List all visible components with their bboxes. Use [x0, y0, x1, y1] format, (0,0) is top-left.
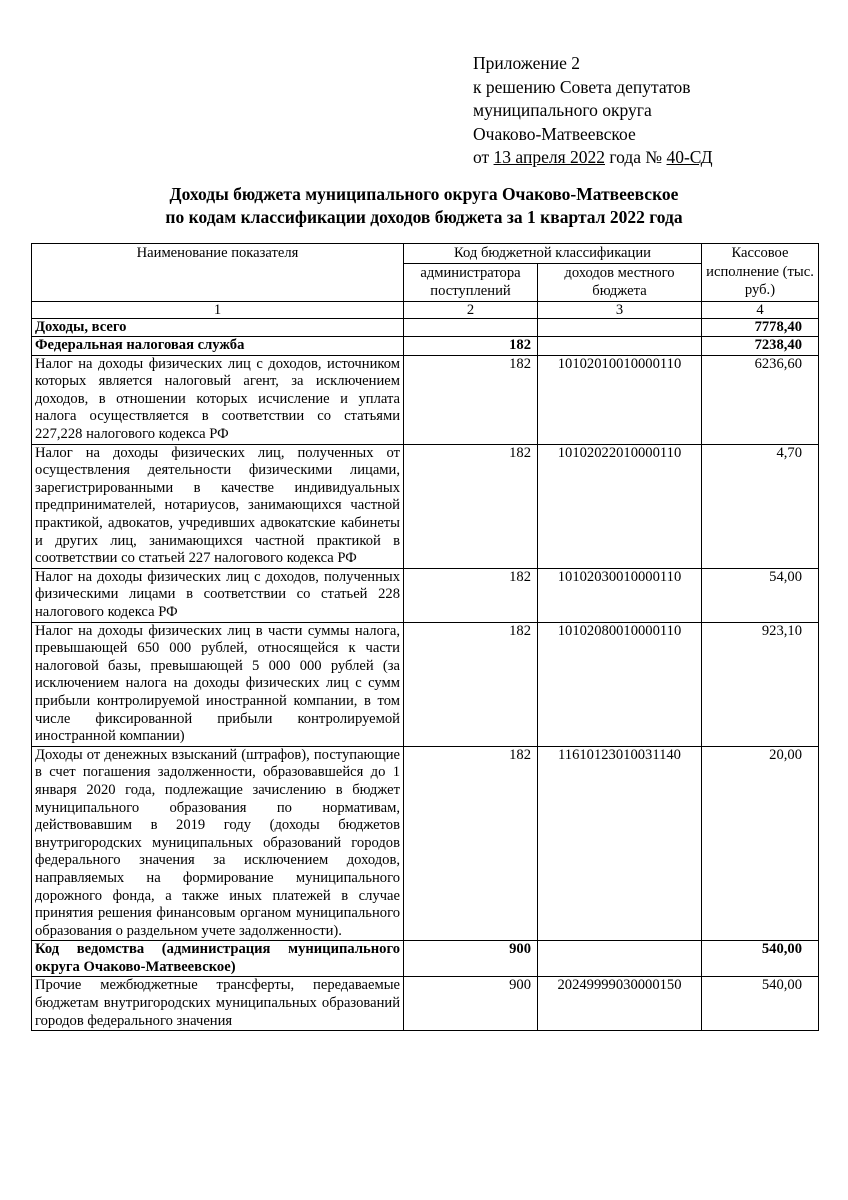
row-amount: 54,00 [702, 568, 819, 622]
document-title [30, 183, 818, 229]
row-name: Доходы от денежных взысканий (штрафов), поступающие в счет погашения задолженности, образовавшейся до 1 января 2020 года, подлежащие зачислению в бюджет муниципального образования по нормативам, действовавшим в 2019 году (доходы бюджетов внутригородских муниципальных образований городов федерального значения за исключением доходов, направляемых на формирование муниципального дорожного фонда, а также иных платежей в случае принятия решения финансовым органом муниципального образования о раздельном учете задолженности). [32, 746, 404, 941]
appendix-title: Приложение 2 [473, 53, 581, 73]
row-amount: 7238,40 [702, 337, 819, 356]
header-admin: администратора поступлений [404, 263, 538, 301]
row-amount: 6236,60 [702, 355, 819, 444]
row-amount: 923,10 [702, 622, 819, 746]
row-code [538, 337, 702, 356]
row-name: Налог на доходы физических лиц с доходов, источником которых является налоговый агент, за исключением доходов, в отношении которых исчисление и уплата налога осуществляется в соответствии со статьями 227,228 налогового кодекса РФ [32, 355, 404, 444]
header-income: доходов местного бюджета [538, 263, 702, 301]
row-admin [404, 318, 538, 337]
row-name: Федеральная налоговая служба [32, 337, 404, 356]
row-code: 10102010010000110 [538, 355, 702, 444]
row-code: 10102022010000110 [538, 444, 702, 568]
row-code: 10102080010000110 [538, 622, 702, 746]
row-amount: 4,70 [702, 444, 819, 568]
row-name: Налог на доходы физических лиц с доходов, полученных физическими лицами в соответствии со статьей 228 налогового кодекса РФ [32, 568, 404, 622]
table-row [32, 318, 819, 337]
row-amount: 20,00 [702, 746, 819, 941]
appendix-decision: к решению Совета депутатов [473, 76, 691, 97]
table-row [32, 337, 819, 356]
appendix-district-name: Очаково-Матвеевское [473, 123, 636, 144]
row-name: Налог на доходы физических лиц, полученных от осуществления деятельности физическими лицами, зарегистрированными в качестве индивидуальных предпринимателей, нотариусов, занимающихся частной практикой, адвокатов, учредивших адвокатские кабинеты и других лиц, занимающихся частной практикой в соответствии со статьей 227 налогового кодекса РФ [32, 444, 404, 568]
row-admin: 900 [404, 941, 538, 977]
header-name: Наименование показателя [32, 244, 404, 302]
row-admin: 900 [404, 977, 538, 1031]
row-admin: 182 [404, 622, 538, 746]
row-code [538, 941, 702, 977]
row-admin: 182 [404, 337, 538, 356]
table-row [32, 746, 819, 941]
col-number-1: 1 [32, 301, 404, 318]
row-code: 20249999030000150 [538, 977, 702, 1031]
row-admin: 182 [404, 355, 538, 444]
row-admin: 182 [404, 568, 538, 622]
table-row [32, 977, 819, 1031]
table-row [32, 941, 819, 977]
header-code-group: Код бюджетной классификации [404, 244, 702, 264]
income-table [31, 243, 819, 1031]
col-number-3: 3 [538, 301, 702, 318]
table-row [32, 444, 819, 568]
title-line-2: по кодам классификации доходов бюджета за 1 квартал 2022 года [165, 207, 683, 227]
row-admin: 182 [404, 444, 538, 568]
decision-date: 13 апреля 2022 [493, 147, 605, 167]
appendix-date-line: от 13 апреля 2022 года № 40-СД [473, 147, 713, 167]
row-amount: 7778,40 [702, 318, 819, 337]
row-name: Код ведомства (администрация муниципального округа Очаково-Матвеевское) [32, 941, 404, 977]
title-line-1: Доходы бюджета муниципального округа Очаково-Матвеевское [169, 184, 679, 204]
col-number-2: 2 [404, 301, 538, 318]
row-name: Налог на доходы физических лиц в части суммы налога, превышающей 650 000 рублей, относящейся к части налоговой базы, превышающей 5 000 000 рублей (за исключением налога на доходы физических лиц с сумм прибыли контролируемой иностранной компании, в том числе фиксированной прибыли контролируемой иностранной компании) [32, 622, 404, 746]
appendix-header [473, 52, 713, 170]
row-amount: 540,00 [702, 977, 819, 1031]
row-code: 10102030010000110 [538, 568, 702, 622]
row-code: 11610123010031140 [538, 746, 702, 941]
table-row [32, 568, 819, 622]
row-admin: 182 [404, 746, 538, 941]
row-code [538, 318, 702, 337]
row-amount: 540,00 [702, 941, 819, 977]
row-name: Доходы, всего [32, 318, 404, 337]
table-row [32, 355, 819, 444]
table-row [32, 622, 819, 746]
header-amount: Кассовое исполнение (тыс. руб.) [702, 244, 819, 302]
decision-number: 40-СД [666, 147, 713, 167]
col-number-4: 4 [702, 301, 819, 318]
appendix-district: муниципального округа [473, 100, 652, 120]
row-name: Прочие межбюджетные трансферты, передаваемые бюджетам внутригородских муниципальных образований городов федерального значения [32, 977, 404, 1031]
